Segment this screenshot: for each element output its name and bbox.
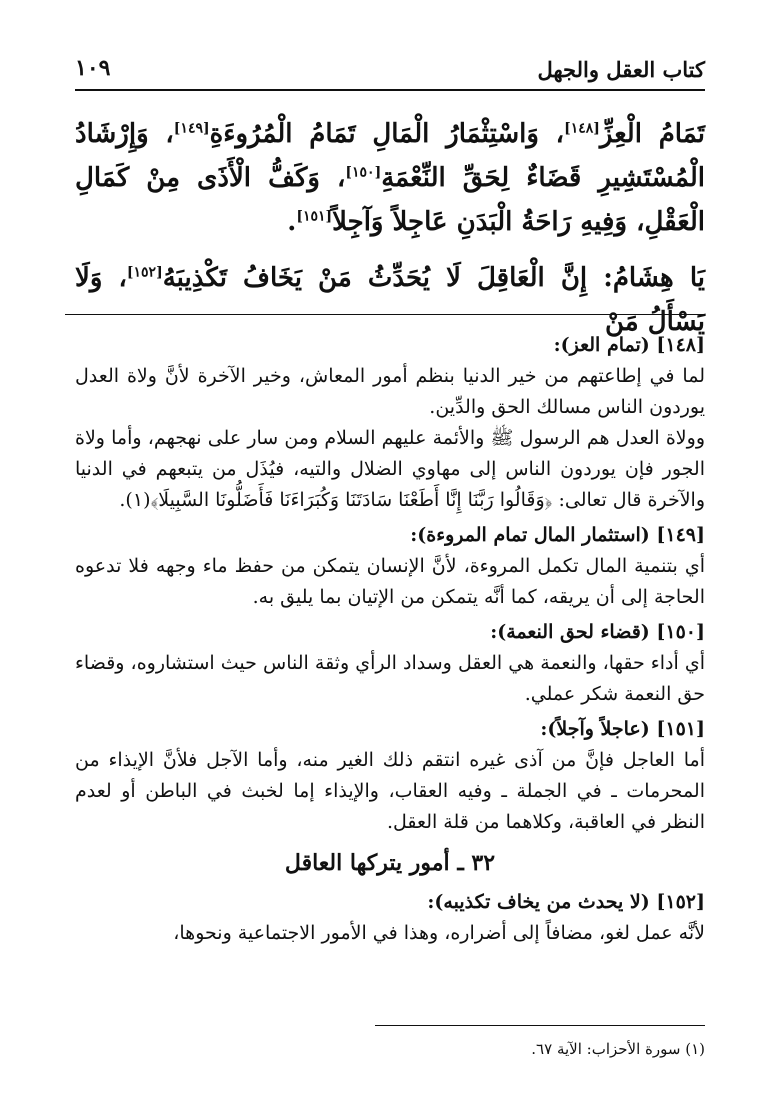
page-header [75, 55, 705, 91]
entry-text: وولاة العدل هم الرسول ﷺ والأئمة عليهم السلام ومن سار على نهجهم، وأما ولاة الجور فإن يوردون الناس إلى مهاوي الضلال والتيه، فيُذَل من يتبعهم في الدنيا والآخرة قال تعالى: ﴿وَقَالُوا رَبَّنَا إِنَّا أَطَعْنَا سَادَتَنَا وَكُبَرَاءَنَا فَأَضَلُّونَا السَّبِيلَا﴾(١). [75, 427, 705, 511]
hadith-text-segment: ، وَلَا يَسْأَلُ مَنْ [75, 263, 705, 337]
entry-text: لأنَّه عمل لغو، مضافاً إلى أضراره، وهذا في الأمور الاجتماعية ونحوها، [173, 922, 705, 944]
page-number: ١٠٩ [75, 55, 111, 81]
entry-heading: [١٥١] (عاجلاً وآجلاً): [540, 718, 705, 740]
hadith-text-segment: . [287, 207, 297, 237]
hadith-text-segment: ، وَإِرْشَادُ الْمُسْتَشِيرِ قَضَاءٌ لِحَقِّ النِّعْمَةِ [75, 119, 705, 193]
book-title: كتاب العقل والجهل [537, 57, 705, 82]
entry-heading: [١٥٢] (لا يحدث من يخاف تكذيبه): [427, 891, 705, 913]
footnote: (١) سورة الأحزاب: الآية ٦٧. [531, 1040, 705, 1058]
hadith-paragraph-1 [75, 112, 705, 244]
commentary-entry-151 [75, 714, 705, 838]
commentary [75, 330, 705, 953]
entry-text: أما العاجل فإنَّ من آذى غيره انتقم ذلك الغير منه، وأما الآجل فلأنَّ الإيذاء من المحرمات ـ في الجملة ـ وفيه العقاب، والإيذاء إما لخبث في الباطن أو لعدم النظر في العاقبة، وكلاهما من قلة العقل. [75, 749, 705, 833]
note-ref-149[interactable]: [١٤٩] [173, 120, 210, 137]
entry-text: أي بتنمية المال تكمل المروءة، لأنَّ الإنسان يتمكن من حفظ ماء وجهه فلا تدعوه الحاجة إلى أن يريقه، كما أنَّه يتمكن من الإتيان بما يليق به. [75, 555, 705, 608]
text-divider [65, 314, 705, 315]
commentary-entry-148 [75, 330, 705, 516]
commentary-entry-152 [75, 887, 705, 949]
entry-text: لما في إطاعتهم من خير الدنيا بنظم أمور المعاش، وخير الآخرة لأنَّ ولاة العدل يوردون الناس مسالك الحق والدِّين. [75, 365, 705, 418]
commentary-entry-149 [75, 520, 705, 613]
entry-heading: [١٥٠] (قضاء لحق النعمة): [490, 621, 705, 643]
hadith-text-segment: ، وَاسْتِثْمَارُ الْمَالِ تَمَامُ الْمُرُوءَةِ [209, 119, 565, 149]
section-title: ٣٢ ـ أمور يتركها العاقل [284, 850, 496, 876]
footnote-divider [375, 1025, 705, 1026]
hadith-text-segment: ، وَكَفُّ الْأَذَى مِنْ كَمَالِ الْعَقْلِ، وَفِيهِ رَاحَةُ الْبَدَنِ عَاجِلاً وَآجِلاً [75, 163, 705, 237]
commentary-entry-150 [75, 617, 705, 710]
hadith-text [75, 112, 705, 344]
entry-heading: [١٤٩] (استثمار المال تمام المروءة): [410, 524, 705, 546]
entry-heading: [١٤٨] (تمام العز): [553, 334, 705, 356]
hadith-text-segment: تَمَامُ الْعِزِّ [599, 119, 705, 149]
note-ref-148[interactable]: [١٤٨] [564, 120, 600, 137]
note-ref-150[interactable]: [١٥٠] [345, 164, 382, 181]
note-ref-152[interactable]: [١٥٢] [126, 264, 163, 281]
note-ref-151[interactable]: [١٥١] [296, 208, 333, 225]
entry-text: أي أداء حقها، والنعمة هي العقل وسداد الرأي وثقة الناس حيث استشاروه، وقضاء حق النعمة شكر عملي. [75, 652, 705, 705]
hadith-text-segment: يَا هِشَامُ: إِنَّ الْعَاقِلَ لَا يُحَدِّثُ مَنْ يَخَافُ تَكْذِيبَهُ [162, 263, 705, 293]
